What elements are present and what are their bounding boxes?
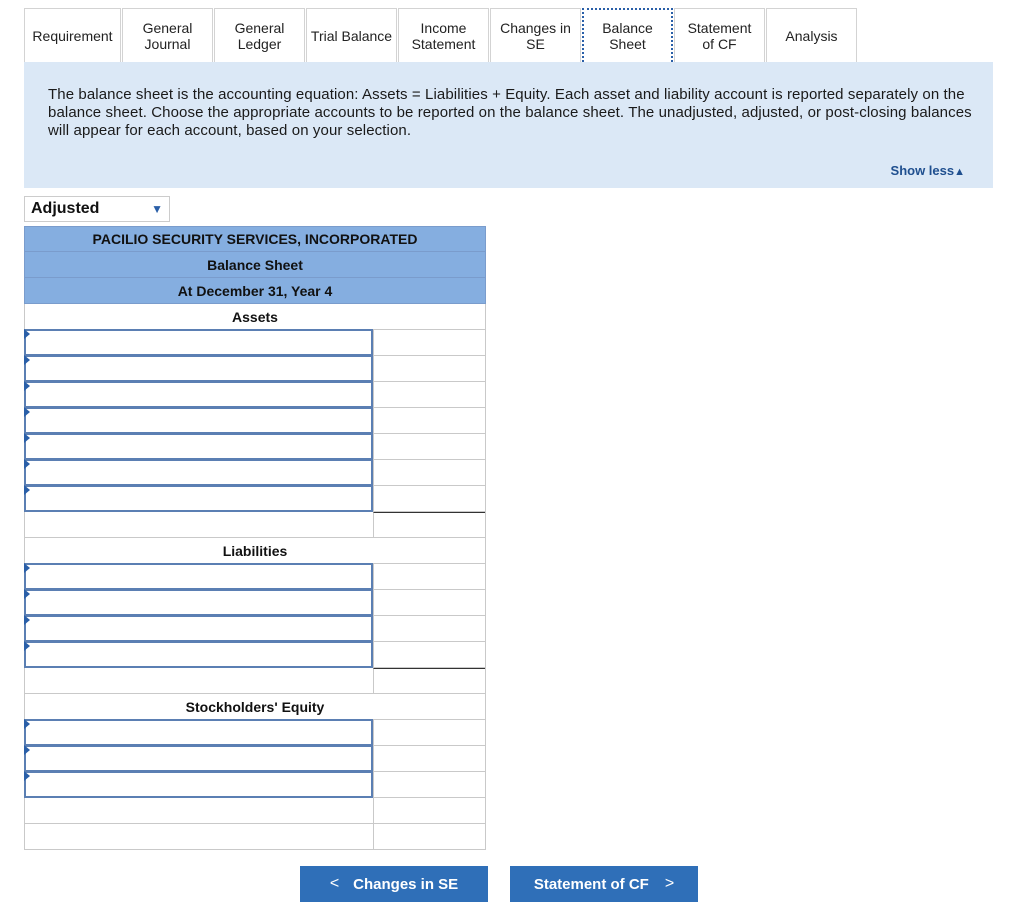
tab-balance-sheet[interactable]: Balance Sheet — [582, 8, 673, 62]
tab-requirement[interactable]: Requirement — [24, 8, 121, 62]
total-liabilities-label — [25, 668, 373, 693]
liability-amount-input[interactable] — [373, 642, 485, 667]
tab-changes-in-se[interactable]: Changes in SE — [490, 8, 581, 62]
asset-amount-input[interactable] — [373, 434, 485, 459]
asset-row — [24, 460, 486, 486]
company-name: PACILIO SECURITY SERVICES, INCORPORATED — [24, 226, 486, 252]
tab-general-ledger[interactable]: General Ledger — [214, 8, 305, 62]
total-assets-amount — [373, 512, 485, 537]
instruction-panel — [24, 62, 993, 188]
equity-amount-input[interactable] — [373, 772, 485, 797]
selector-flag-icon — [24, 771, 30, 781]
tab-income-statement[interactable]: Income Statement — [398, 8, 489, 62]
equity-total-label — [25, 798, 373, 823]
selector-flag-icon — [24, 381, 30, 391]
equity-account-input[interactable] — [24, 719, 373, 746]
triangle-up-icon: ▲ — [954, 166, 965, 178]
total-liabilities-equity-label — [25, 824, 373, 849]
equity-amount-input[interactable] — [373, 746, 485, 771]
selector-flag-icon — [24, 615, 30, 625]
tab-general-journal[interactable]: General Journal — [122, 8, 213, 62]
liability-row — [24, 616, 486, 642]
show-less-link[interactable]: Show less▲ — [890, 163, 965, 178]
selector-flag-icon — [24, 459, 30, 469]
selector-flag-icon — [24, 355, 30, 365]
caret-down-icon: ▼ — [151, 202, 163, 216]
statement-title: Balance Sheet — [24, 252, 486, 278]
tab-bar — [24, 8, 858, 62]
asset-row — [24, 382, 486, 408]
asset-amount-input[interactable] — [373, 382, 485, 407]
statement-date: At December 31, Year 4 — [24, 278, 486, 304]
chevron-left-icon: < — [329, 875, 340, 892]
balance-sheet-table — [24, 226, 486, 850]
asset-amount-input[interactable] — [373, 356, 485, 381]
chevron-right-icon: > — [664, 875, 675, 892]
liability-amount-input[interactable] — [373, 616, 485, 641]
asset-account-input[interactable] — [24, 407, 373, 434]
asset-row — [24, 356, 486, 382]
tab-trial-balance[interactable]: Trial Balance — [306, 8, 397, 62]
asset-row — [24, 486, 486, 512]
equity-row — [24, 720, 486, 746]
total-liabilities-amount — [373, 668, 485, 693]
equity-heading: Stockholders' Equity — [24, 694, 486, 720]
liability-row — [24, 564, 486, 590]
total-assets-row — [24, 512, 486, 538]
asset-amount-input[interactable] — [373, 408, 485, 433]
liability-account-input[interactable] — [24, 615, 373, 642]
liabilities-heading: Liabilities — [24, 538, 486, 564]
equity-account-input[interactable] — [24, 771, 373, 798]
assets-heading: Assets — [24, 304, 486, 330]
liability-amount-input[interactable] — [373, 564, 485, 589]
equity-row — [24, 746, 486, 772]
selector-flag-icon — [24, 563, 30, 573]
liability-row — [24, 590, 486, 616]
equity-account-input[interactable] — [24, 745, 373, 772]
asset-row — [24, 408, 486, 434]
equity-total-amount — [373, 798, 485, 823]
liability-amount-input[interactable] — [373, 590, 485, 615]
equity-amount-input[interactable] — [373, 720, 485, 745]
tab-analysis[interactable]: Analysis — [766, 8, 857, 62]
total-liabilities-equity-amount — [373, 824, 485, 849]
asset-row — [24, 330, 486, 356]
selector-flag-icon — [24, 589, 30, 599]
asset-amount-input[interactable] — [373, 330, 485, 355]
asset-account-input[interactable] — [24, 485, 373, 512]
selector-flag-icon — [24, 641, 30, 651]
balance-type-select[interactable] — [24, 196, 170, 222]
total-liabilities-equity-row — [24, 824, 486, 850]
selector-flag-icon — [24, 719, 30, 729]
selector-flag-icon — [24, 407, 30, 417]
liability-row — [24, 642, 486, 668]
asset-amount-input[interactable] — [373, 486, 485, 511]
liability-account-input[interactable] — [24, 589, 373, 616]
next-statement-of-cf-button[interactable]: Statement of CF > — [510, 866, 698, 902]
liability-account-input[interactable] — [24, 563, 373, 590]
asset-account-input[interactable] — [24, 329, 373, 356]
tab-statement-of-cf[interactable]: Statement of CF — [674, 8, 765, 62]
selector-flag-icon — [24, 745, 30, 755]
selector-flag-icon — [24, 433, 30, 443]
prev-changes-in-se-button[interactable]: < Changes in SE — [300, 866, 488, 902]
asset-account-input[interactable] — [24, 355, 373, 382]
equity-total-row — [24, 798, 486, 824]
instruction-text: The balance sheet is the accounting equation: Assets = Liabilities + Equity. Each asset and liability account is reported separately on the balance sheet. Choose the appropriate accounts to be reported on the balance sheet. The unadjusted, adjusted, or post-closing balances will appear for each account, based on your selection. — [48, 86, 972, 139]
total-liabilities-row — [24, 668, 486, 694]
asset-account-input[interactable] — [24, 433, 373, 460]
total-assets-label — [25, 512, 373, 537]
balance-type-value: Adjusted — [31, 200, 100, 217]
equity-row — [24, 772, 486, 798]
asset-account-input[interactable] — [24, 459, 373, 486]
selector-flag-icon — [24, 329, 30, 339]
liability-account-input[interactable] — [24, 641, 373, 668]
asset-account-input[interactable] — [24, 381, 373, 408]
asset-amount-input[interactable] — [373, 460, 485, 485]
selector-flag-icon — [24, 485, 30, 495]
asset-row — [24, 434, 486, 460]
